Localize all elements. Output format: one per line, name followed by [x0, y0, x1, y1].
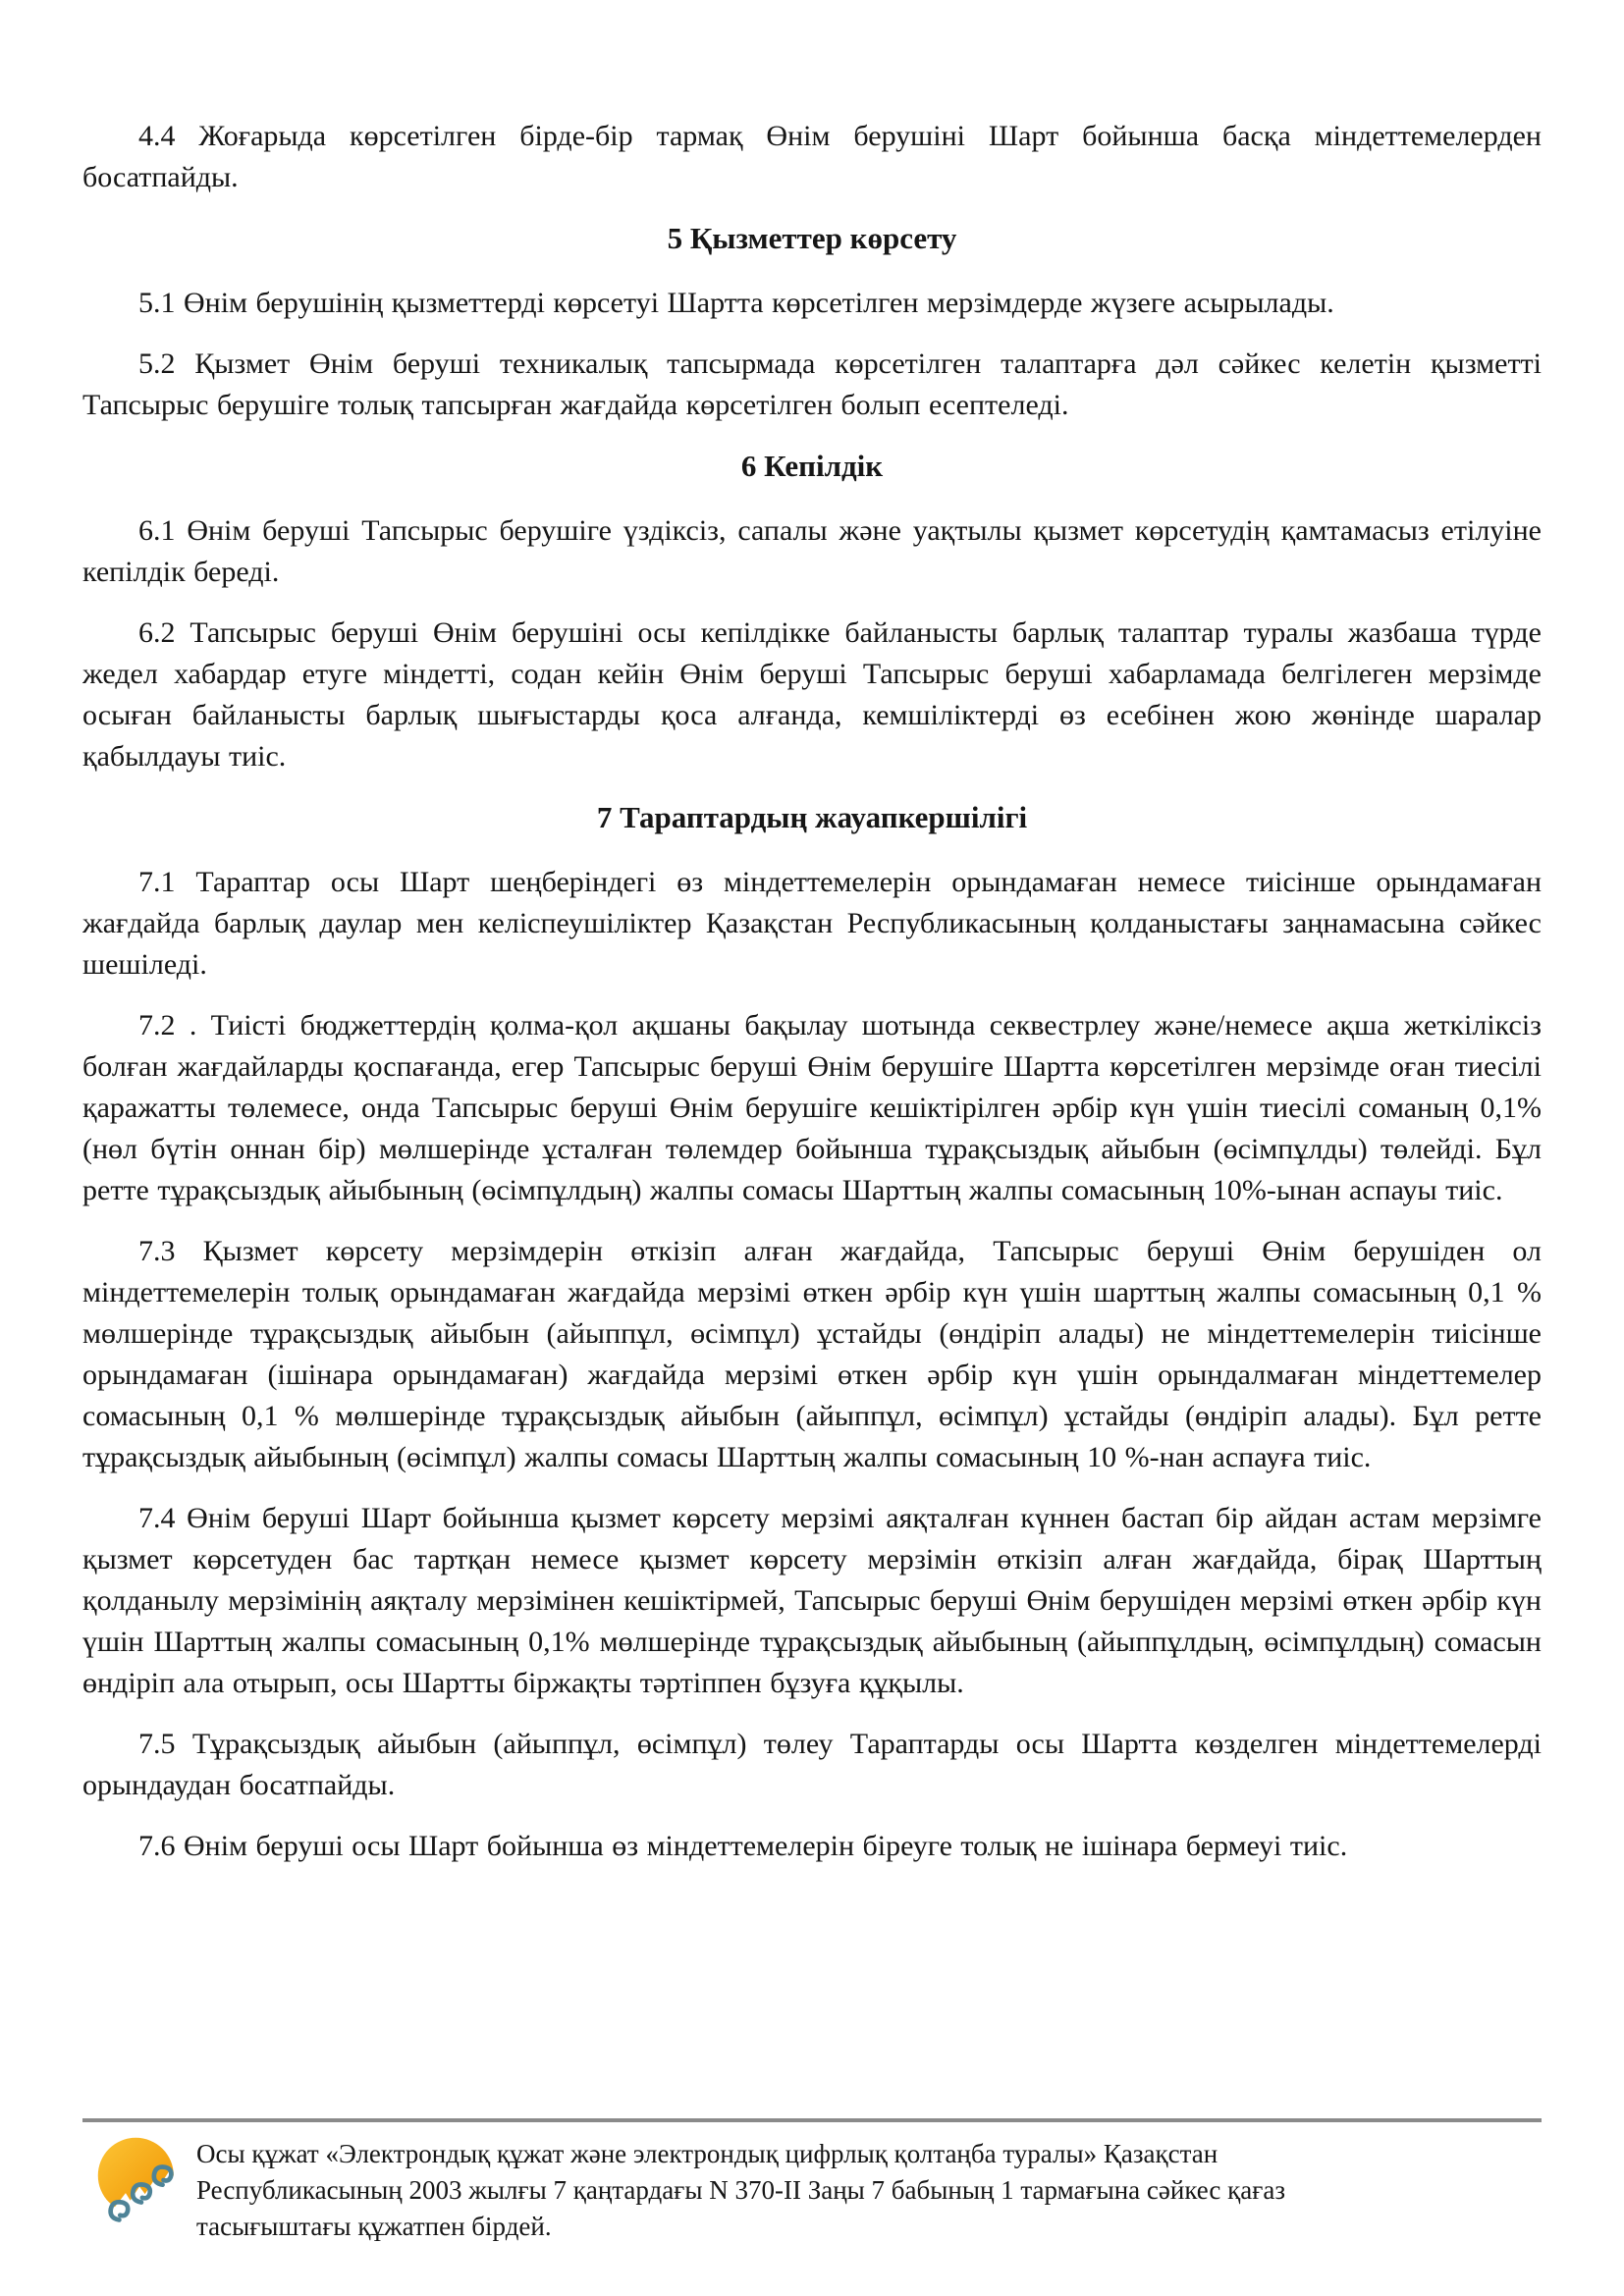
contract-paragraph: 5.1 Өнім берушінің қызметтерді көрсетуі Шартта көрсетілген мерзімдерде жүзеге асырылады.: [138, 287, 1334, 319]
contract-paragraph: 6.2 Тапсырыс беруші Өнім берушіні осы кепілдікке байланысты барлық талаптар туралы жазбаша түрде жедел хабардар етуге міндетті, содан кейін Өнім беруші Тапсырыс беруші хабарламада белгілеген мерзімде осыған байланысты барлық шығыстарды қоса алғанда, кемшіліктерді өз есебінен жою жөнінде шаралар қабылдауы тиіс.: [82, 616, 1542, 773]
section-heading: 6 Кепілдік: [740, 449, 884, 483]
contract-body: [82, 0, 1542, 2110]
contract-paragraph: 6.1 Өнім беруші Тапсырыс берушіге үздіксіз, сапалы және уақтылы қызмет көрсетудің қамтамасыз етілуіне кепілдік береді.: [82, 514, 1542, 588]
contract-paragraph: 7.6 Өнім беруші осы Шарт бойынша өз міндеттемелерін біреуге толық не ішінара бермеуі тиіс.: [138, 1830, 1348, 1862]
footer-note: Осы құжат «Электрондық құжат және электрондық цифрлық қолтаңба туралы» Қазақстан Республикасының 2003 жылғы 7 қаңтардағы N 370-II Заңы 7 бабының 1 тармағына сәйкес қағаз тасығыштағы құжатпен бірдей.: [196, 2139, 1285, 2241]
section-heading: 5 Қызметтер көрсету: [667, 221, 957, 255]
contract-paragraph: 7.2 . Тиісті бюджеттердің қолма-қол ақшаны бақылау шотында секвестрлеу және/немесе ақша жеткіліксіз болған жағдайларды қоспағанда, егер Тапсырыс беруші Өнім берушіге Шартта көрсетілген мерзімде оған тиесілі қаражатты төлемесе, онда Тапсырыс беруші Өнім берушіге кешіктірілген әрбір күн үшін тиесілі соманың 0,1% (нөл бүтін оннан бір) мөлшерінде ұсталған төлемдер бойынша тұрақсыздық айыбын (өсімпұлды) төлейді. Бұл ретте тұрақсыздық айыбының (өсімпұлдың) жалпы сомасы Шарттың жалпы сомасының 10%-ынан аспауы тиіс.: [82, 1009, 1542, 1206]
footer-row: [82, 2130, 1542, 2245]
contract-paragraph: 7.4 Өнім беруші Шарт бойынша қызмет көрсету мерзімі аяқталған күннен бастап бір айдан астам мерзімге қызмет көрсетуден бас тартқан немесе қызмет көрсету мерзімін өткізіп алған жағдайда, бірақ Шарттың қолданылу мерзімінің аяқталу мерзімінен кешіктірмей, Тапсырыс беруші Өнім берушіден мерзімі өткен әрбір күн үшін Шарттың жалпы сомасының 0,1% мөлшерінде тұрақсыздық айыбының (айыппұлдың, өсімпұлдың) сомасын өндіріп ала отырып, осы Шартты біржақты тәртіппен бұзуға құқылы.: [82, 1502, 1542, 1699]
footer-divider: [82, 2118, 1542, 2122]
egov-stamp-icon: [94, 2134, 187, 2226]
section-heading: 7 Тараптардың жауапкершілігі: [596, 800, 1028, 834]
contract-paragraph: 4.4 Жоғарыда көрсетілген бірде-бір тармақ Өнім берушіні Шарт бойынша басқа міндеттемелерден босатпайды.: [82, 120, 1542, 193]
contract-paragraph: 5.2 Қызмет Өнім беруші техникалық тапсырмада көрсетілген талаптарға дәл сәйкес келетін қызметті Тапсырыс берушіге толық тапсырған жағдайда көрсетілген болып есептеледі.: [82, 347, 1542, 421]
contract-paragraph: 7.5 Тұрақсыздық айыбын (айыппұл, өсімпұл) төлеу Тараптарды осы Шартта көзделген міндеттемелерді орындаудан босатпайды.: [82, 1728, 1542, 1801]
contract-paragraph: 7.3 Қызмет көрсету мерзімдерін өткізіп алған жағдайда, Тапсырыс беруші Өнім берушіден ол міндеттемелерін толық орындамаған жағдайда мерзімі өткен әрбір күн үшін шарттың жалпы сомасының 0,1 % мөлшерінде тұрақсыздық айыбын (айыппұл, өсімпұл) ұстайды (өндіріп алады) не міндеттемелерін тиісінше орындамаған (ішінара орындамаған) жағдайда мерзімі өткен әрбір күн үшін орындалмаған міндеттемелер сомасының 0,1 % мөлшерінде тұрақсыздық айыбын (айыппұл, өсімпұл) ұстайды (өндіріп алады). Бұл ретте тұрақсыздық айыбының (өсімпұл) жалпы сомасы Шарттың жалпы сомасының 10 %-нан аспауға тиіс.: [82, 1235, 1542, 1473]
signature-footer: [82, 2118, 1542, 2245]
contract-paragraph: 7.1 Тараптар осы Шарт шеңберіндегі өз міндеттемелерін орындамаған немесе тиісінше орындамаған жағдайда барлық даулар мен келіспеушіліктер Қазақстан Республикасының қолданыстағы заңнамасына сәйкес шешіледі.: [82, 866, 1542, 981]
